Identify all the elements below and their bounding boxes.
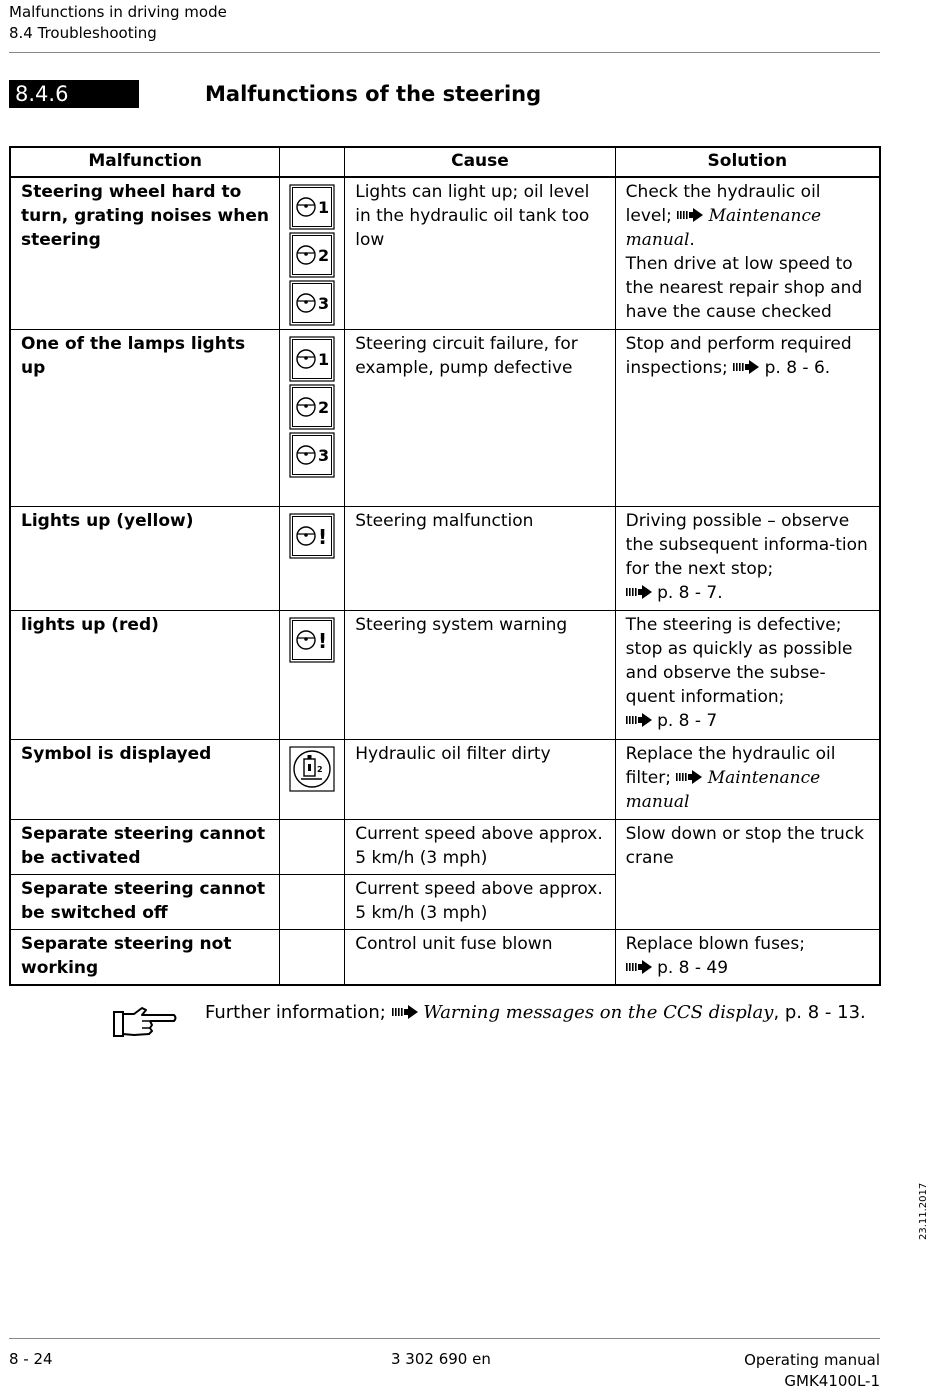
reference-arrow-icon — [626, 713, 652, 727]
malfunction-cell: Separate steering not working — [10, 929, 280, 985]
header-divider — [9, 52, 880, 53]
solution-cell: Replace blown fuses; p. 8 - 49 — [615, 929, 880, 985]
reference-arrow-icon — [733, 360, 759, 374]
solution-cell: Driving possible – observe the subsequent informa-tion for the next stop; p. 8 - 7. — [615, 506, 880, 610]
steering-warning-icon — [289, 513, 335, 559]
section-number: 8.4.6 — [9, 80, 139, 108]
pointing-hand-icon — [112, 1004, 178, 1042]
malfunction-cell: lights up (red) — [10, 610, 280, 739]
malfunction-cell: One of the lamps lights up — [10, 329, 280, 506]
svg-text:1: 1 — [318, 349, 330, 369]
maintenance-manual-link[interactable]: Maintenance manual — [625, 767, 821, 812]
svg-text:!: ! — [318, 628, 328, 653]
cause-cell: Steering malfunction — [345, 506, 615, 610]
table-row — [10, 177, 880, 329]
table-row — [10, 610, 880, 739]
malfunction-cell: Steering wheel hard to turn, grating noises when steering — [10, 177, 280, 329]
cause-cell: Steering circuit failure, for example, pump defective — [345, 329, 615, 506]
page-reference-link[interactable]: p. 8 - 7 — [657, 710, 718, 731]
header-icon — [280, 147, 345, 177]
icon-cell — [280, 177, 345, 329]
footer-page-number: 8 - 24 — [9, 1350, 53, 1368]
cause-cell: Steering system warning — [345, 610, 615, 739]
table-row — [10, 819, 880, 874]
footer-divider — [9, 1338, 880, 1339]
icon-cell — [280, 506, 345, 610]
steering-3-icon — [289, 280, 335, 326]
cause-cell: Lights can light up; oil level in the hydraulic oil tank too low — [345, 177, 615, 329]
icon-cell — [280, 929, 345, 985]
svg-text:3: 3 — [318, 294, 330, 313]
reference-arrow-icon — [626, 960, 652, 974]
cause-cell: Current speed above approx. 5 km/h (3 mph) — [345, 874, 615, 929]
solution-cell: Check the hydraulic oil level; Maintenance manual. Then drive at low speed to the nearest repair shop and have the cause checked — [615, 177, 880, 329]
malfunction-cell: Symbol is displayed — [10, 739, 280, 819]
solution-cell: Stop and perform required inspections; p. 8 - 6. — [615, 329, 880, 506]
date-stamp: 23.11.2017 — [918, 1182, 929, 1240]
svg-text:2: 2 — [318, 246, 330, 265]
svg-text:1: 1 — [318, 198, 330, 217]
header-solution: Solution — [615, 147, 880, 177]
solution-cell: Slow down or stop the truck crane — [615, 819, 880, 929]
further-info-note: Further information; Warning messages on the CCS display, p. 8 - 13. — [205, 1002, 866, 1023]
cause-cell: Current speed above approx. 5 km/h (3 mph) — [345, 819, 615, 874]
cause-cell: Control unit fuse blown — [345, 929, 615, 985]
reference-arrow-icon — [677, 208, 703, 222]
icon-cell — [280, 819, 345, 874]
steering-2-icon — [289, 384, 335, 430]
steering-2-icon — [289, 232, 335, 278]
svg-text:3: 3 — [318, 445, 330, 465]
table-header-row — [10, 147, 880, 177]
svg-text:2: 2 — [317, 764, 323, 774]
malfunction-cell: Separate steering cannot be activated — [10, 819, 280, 874]
page-reference-link[interactable]: p. 8 - 6. — [764, 357, 831, 378]
steering-1-icon — [289, 184, 335, 230]
ccs-warnings-link[interactable]: Warning messages on the CCS display — [423, 1002, 774, 1023]
reference-arrow-icon — [676, 770, 702, 784]
header-section: 8.4 Troubleshooting — [9, 24, 157, 42]
malfunction-cell: Separate steering cannot be switched off — [10, 874, 280, 929]
steering-1-icon — [289, 336, 335, 382]
footer-doc-number: 3 302 690 en — [391, 1350, 491, 1368]
table-row — [10, 506, 880, 610]
icon-cell — [280, 329, 345, 506]
solution-cell: The steering is defective; stop as quickly as possible and observe the subse-quent information; p. 8 - 7 — [615, 610, 880, 739]
table-row — [10, 929, 880, 985]
solution-cell: Replace the hydraulic oil filter; Maintenance manual — [615, 739, 880, 819]
section-title: Malfunctions of the steering — [205, 82, 542, 106]
header-cause: Cause — [345, 147, 615, 177]
icon-cell — [280, 874, 345, 929]
table-row — [10, 329, 880, 506]
malfunction-table — [9, 146, 881, 986]
table-row — [10, 739, 880, 819]
page-reference-link[interactable]: p. 8 - 49 — [657, 957, 729, 978]
cause-cell: Hydraulic oil filter dirty — [345, 739, 615, 819]
header-malfunction: Malfunction — [10, 147, 280, 177]
footer-manual: Operating manual GMK4100L-1 — [744, 1351, 880, 1390]
hydraulic-filter-icon — [289, 746, 335, 792]
malfunction-cell: Lights up (yellow) — [10, 506, 280, 610]
reference-arrow-icon — [626, 585, 652, 599]
reference-arrow-icon — [392, 1005, 418, 1019]
header-chapter: Malfunctions in driving mode — [9, 3, 227, 21]
svg-text:2: 2 — [318, 397, 330, 417]
svg-text:!: ! — [318, 524, 328, 549]
maintenance-manual-link[interactable]: Maintenance manual — [625, 206, 822, 250]
page-reference-link[interactable]: p. 8 - 7. — [657, 582, 723, 603]
icon-cell — [280, 610, 345, 739]
steering-3-icon — [289, 432, 335, 478]
steering-warning-icon — [289, 617, 335, 663]
icon-cell — [280, 739, 345, 819]
